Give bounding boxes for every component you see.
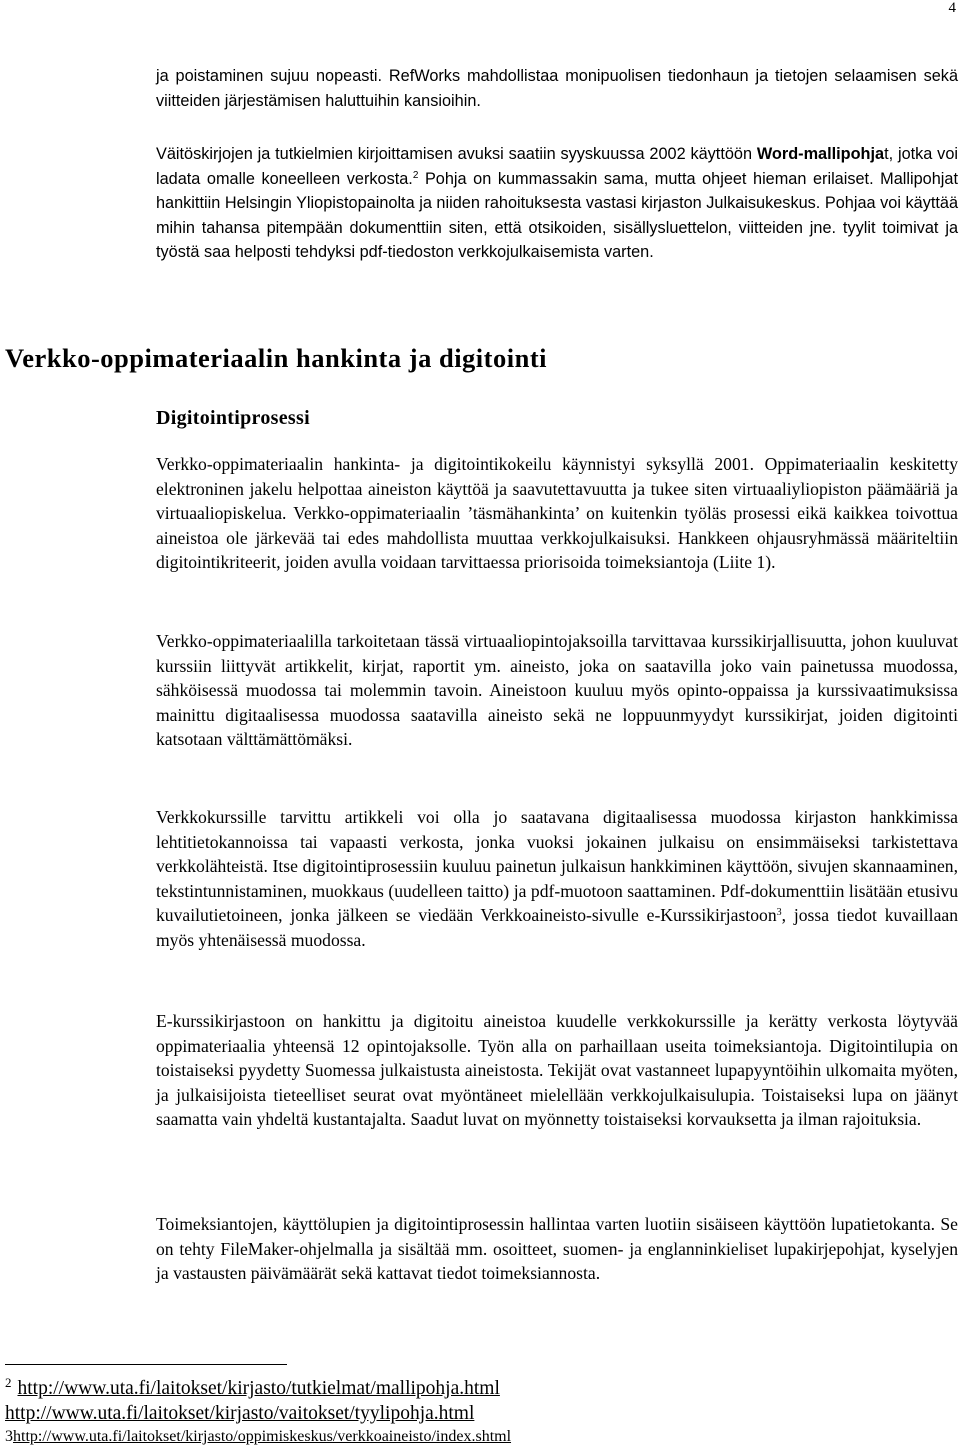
paragraph-material-definition xyxy=(156,629,958,752)
footnote-3 xyxy=(5,1426,511,1448)
footnote-number: 2 xyxy=(5,1375,12,1390)
footnote-link-tyylipohja[interactable]: http://www.uta.fi/laitokset/kirjasto/vaitokset/tyylipohja.html xyxy=(5,1403,475,1424)
paragraph-digitization-trial xyxy=(156,452,958,575)
footnote-2 xyxy=(5,1376,511,1402)
page-number: 4 xyxy=(948,0,956,16)
paragraph-text: E-kurssikirjastoon on hankittu ja digitoitu aineistoa kuudelle verkkokurssille ja kerätty verkosta löytyvää oppimateriaalia yhteensä 12 opintojaksolle. Työn alla on parhaillaan useita toimeksiantoja. Digitointilupia on toistaiseksi pyydetty Suomessa julkaistusta aineistosta. Tekijät ovat vastanneet lupapyyntöihin ulkomaita myöten, ja julkaisijoista tieteelliset seurat ovat myöntäneet mielellään verkkojulkaisulupia. Toistaiseksi lupa on jäänyt saamatta vain yhdeltä kustantajalta. Saadut luvat on myönnetty toistaiseksi korvauksetta ja ilman rajoituksia. xyxy=(156,1011,958,1129)
footnote-separator xyxy=(5,1364,287,1365)
paragraph-after-bold: t, jotka voi ladata omalle koneelleen verkosta. xyxy=(156,145,958,188)
footnote-link-verkkoaineisto[interactable]: http://www.uta.fi/laitokset/kirjasto/oppimiskeskus/verkkoaineisto/index.shtml xyxy=(13,1428,512,1445)
footnote-number: 3 xyxy=(5,1428,13,1445)
footnote-ref-2[interactable]: 2 xyxy=(412,169,419,181)
footnote-2b xyxy=(5,1402,511,1426)
paragraph-rest: , jossa tiedot kuvaillaan myös yhtenäisessä muodossa. xyxy=(156,905,958,950)
paragraph-word-templates xyxy=(156,142,958,265)
subsection-heading: Digitointiprosessi xyxy=(156,407,310,429)
paragraph-text: Verkkokurssille tarvittu artikkeli voi olla jo saatavana digitaalisessa muodossa kirjaston hankkimissa lehtitietokannoissa tai vapaasti verkosta, jonka vuoksi jokainen julkaisu on ensimmäiseksi tarkistettava verkkolähteistä. Itse digitointiprosessiin kuuluu painetun julkaisun hankkiminen käyttöön, sivujen skannaaminen, tekstintunnistaminen, muokkaus (uudelleen taitto) ja pdf-muotoon saattaminen. Pdf-dokumenttiin lisätään etusivu kuvailutietoineen, jonka jälkeen se viedään Verkkoaineisto-sivulle e-Kurssikirjastoon xyxy=(156,807,958,925)
paragraph-text: ja poistaminen sujuu nopeasti. RefWorks mahdollistaa monipuolisen tiedonhaun ja tietojen selaamisen sekä viitteiden järjestämisen haluttuihin kansioihin. xyxy=(156,67,958,110)
paragraph-permission-database xyxy=(156,1212,958,1286)
bold-term: Word-mallipohja xyxy=(756,145,885,163)
paragraph-text: Verkko-oppimateriaalin hankinta- ja digitointikokeilu käynnistyi syksyllä 2001. Oppimateriaalin keskitetty elektroninen jakelu helpottaa aineiston käyttöä ja saavutettavuutta ja tukee siten virtuaaliyliopiston päämääriä ja virtuaaliopiskelua. Verkko-oppimateriaalin ’täsmähankinta’ on kuitenkin työläs prosessi eikä kaikkea toivottua aineistoa ole järkevää tai edes mahdollista muuttaa verkkojulkaisuksi. Hankkeen ohjausryhmässä määriteltiin digitointikriteerit, joiden avulla voidaan tarvittaessa priorisoida toimeksiantoja (Liite 1). xyxy=(156,454,958,572)
paragraph-digitization-process xyxy=(156,805,958,952)
paragraph-refworks xyxy=(156,64,958,113)
paragraph-text: Toimeksiantojen, käyttölupien ja digitointiprosessin hallintaa varten luotiin sisäiseen käyttöön lupatietokanta. Se on tehty FileMaker-ohjelmalla ja sisältää mm. osoitteet, suomen- ja englanninkieliset lupakirjepohjat, kyselyjen ja vastausten päivämäärät sekä kattavat tiedot toimeksiannosta. xyxy=(156,1214,958,1283)
footnote-ref-3[interactable]: 3 xyxy=(776,907,782,918)
footnote-link-mallipohja[interactable]: http://www.uta.fi/laitokset/kirjasto/tutkielmat/mallipohja.html xyxy=(17,1378,500,1399)
section-heading: Verkko-oppimateriaalin hankinta ja digitointi xyxy=(5,343,548,373)
paragraph-lead: Väitöskirjojen ja tutkielmien kirjoittamisen avuksi saatiin syyskuussa 2002 käyttöön xyxy=(156,145,757,163)
paragraph-rest: Pohja on kummassakin sama, mutta ohjeet hieman erilaiset. Mallipohjat hankittiin Helsingin Yliopistopainolta ja niiden rahoituksesta vastasi kirjaston Julkaisukeskus. Pohjaa voi käyttää mihin tahansa pitempään dokumenttiin siten, että otsikoiden, sisällysluettelon, viitteiden jne. tyylit toimivat ja työstä saa helposti tehdyksi pdf-tiedoston verkkojulkaisemista varten. xyxy=(156,169,958,261)
paragraph-e-course-library xyxy=(156,1009,958,1132)
paragraph-text: Verkko-oppimateriaalilla tarkoitetaan tässä virtuaaliopintojaksoilla tarvittavaa kurssikirjallisuutta, johon kuuluvat kurssiin liittyvät artikkelit, kirjat, raportit ym. aineisto, joka on saatavilla joko vain painetussa muodossa, sähköisessä muodossa tai molemmin tavoin. Aineistoon kuuluu myös opinto-oppaissa ja kurssivaatimuksissa mainittu digitaalisessa muodossa saatavilla aineisto sekä ne loppuunmyydyt kurssikirjat, joiden digitointi katsotaan välttämättömäksi. xyxy=(156,631,958,749)
footnotes xyxy=(5,1376,511,1448)
